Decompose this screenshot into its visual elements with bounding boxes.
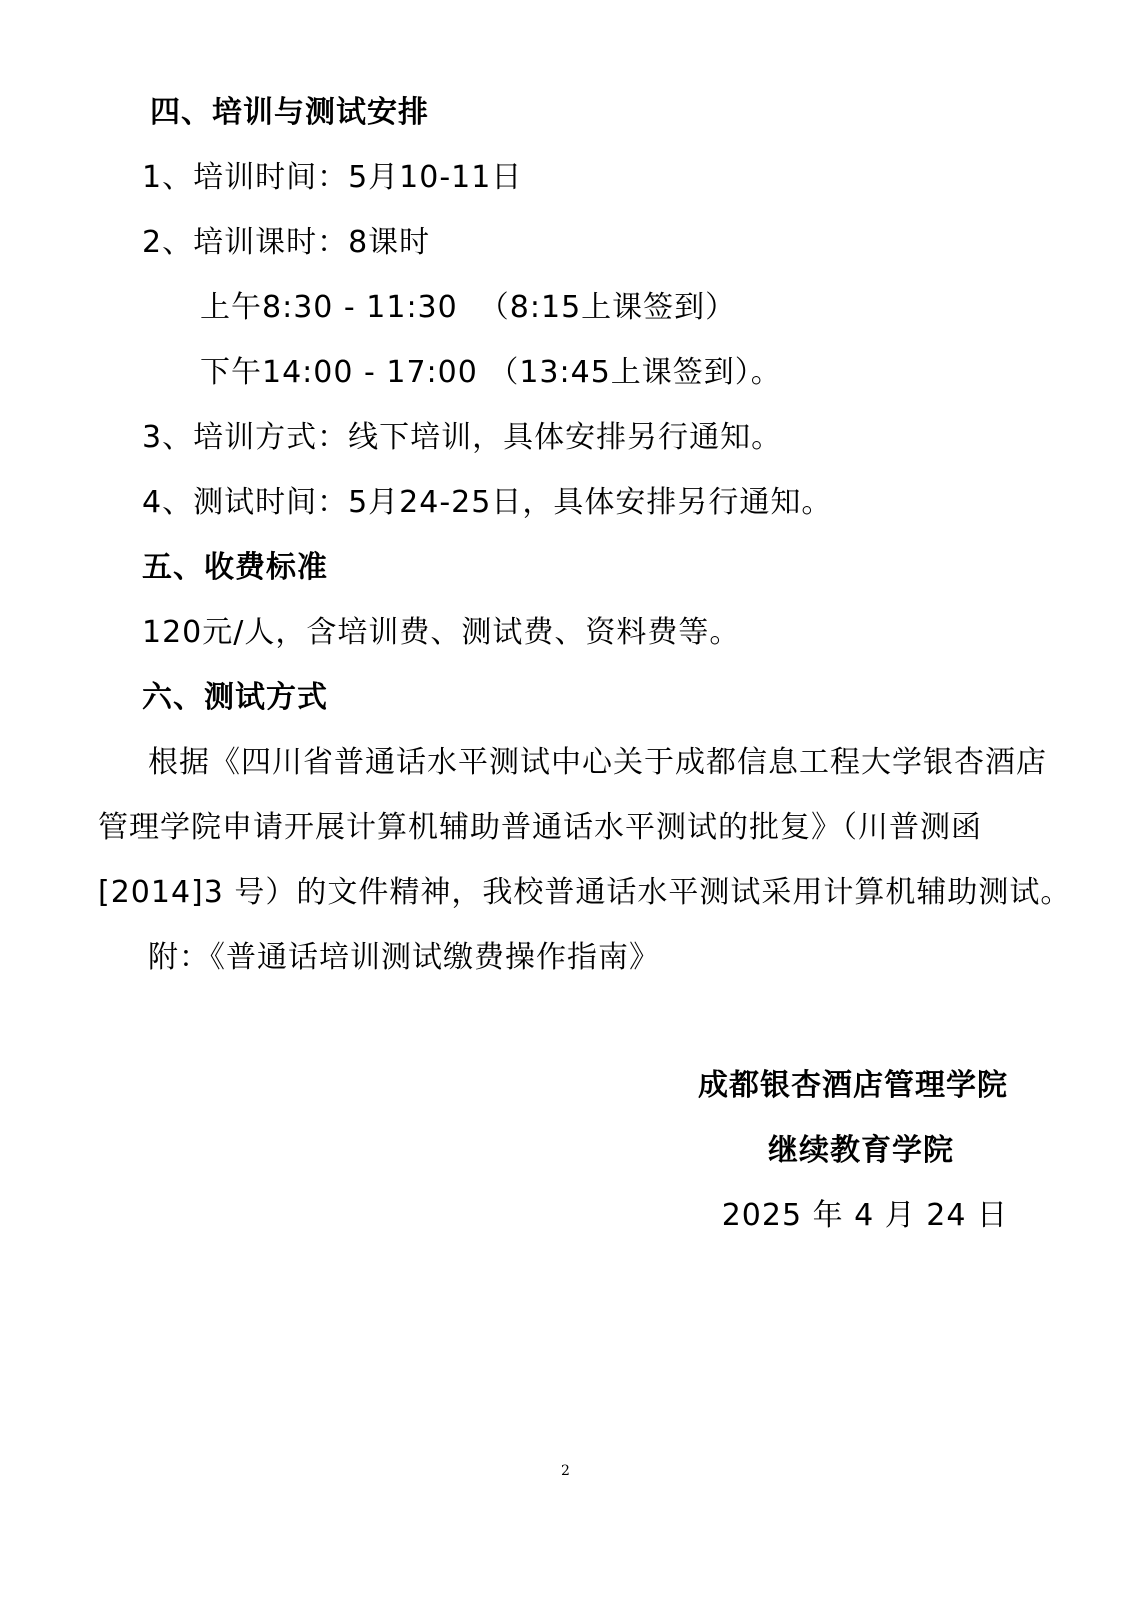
page-number: 2 bbox=[561, 1463, 570, 1479]
test-method-paragraph-line-3: [2014]3 号）的文件精神，我校普通话水平测试采用计算机辅助测试。 bbox=[98, 875, 1072, 910]
signature-date: 2025 年 4 月 24 日 bbox=[721, 1198, 1008, 1233]
morning-schedule: 上午8:30 - 11:30 （8:15上课签到） bbox=[200, 290, 737, 325]
section-5-heading: 五、收费标准 bbox=[142, 550, 328, 585]
signature-org-2: 继续教育学院 bbox=[768, 1133, 954, 1168]
section-4-heading: 四、培训与测试安排 bbox=[150, 95, 429, 130]
training-method: 3、培训方式：线下培训，具体安排另行通知。 bbox=[142, 420, 783, 455]
training-hours: 2、培训课时：8课时 bbox=[142, 225, 431, 260]
test-time: 4、测试时间：5月24-25日，具体安排另行通知。 bbox=[142, 485, 833, 520]
attachment-line: 附：《普通话培训测试缴费操作指南》 bbox=[148, 940, 660, 975]
fee-text: 120元/人，含培训费、测试费、资料费等。 bbox=[142, 615, 741, 650]
section-6-heading: 六、测试方式 bbox=[142, 680, 328, 715]
test-method-paragraph-line-1: 根据《四川省普通话水平测试中心关于成都信息工程大学银杏酒店 bbox=[148, 745, 1047, 780]
signature-org-1: 成都银杏酒店管理学院 bbox=[698, 1068, 1008, 1103]
afternoon-schedule: 下午14:00 - 17:00 （13:45上课签到）。 bbox=[200, 355, 782, 390]
training-time: 1、培训时间：5月10-11日 bbox=[142, 160, 523, 195]
test-method-paragraph-line-2: 管理学院申请开展计算机辅助普通话水平测试的批复》（川普测函 bbox=[98, 810, 982, 845]
